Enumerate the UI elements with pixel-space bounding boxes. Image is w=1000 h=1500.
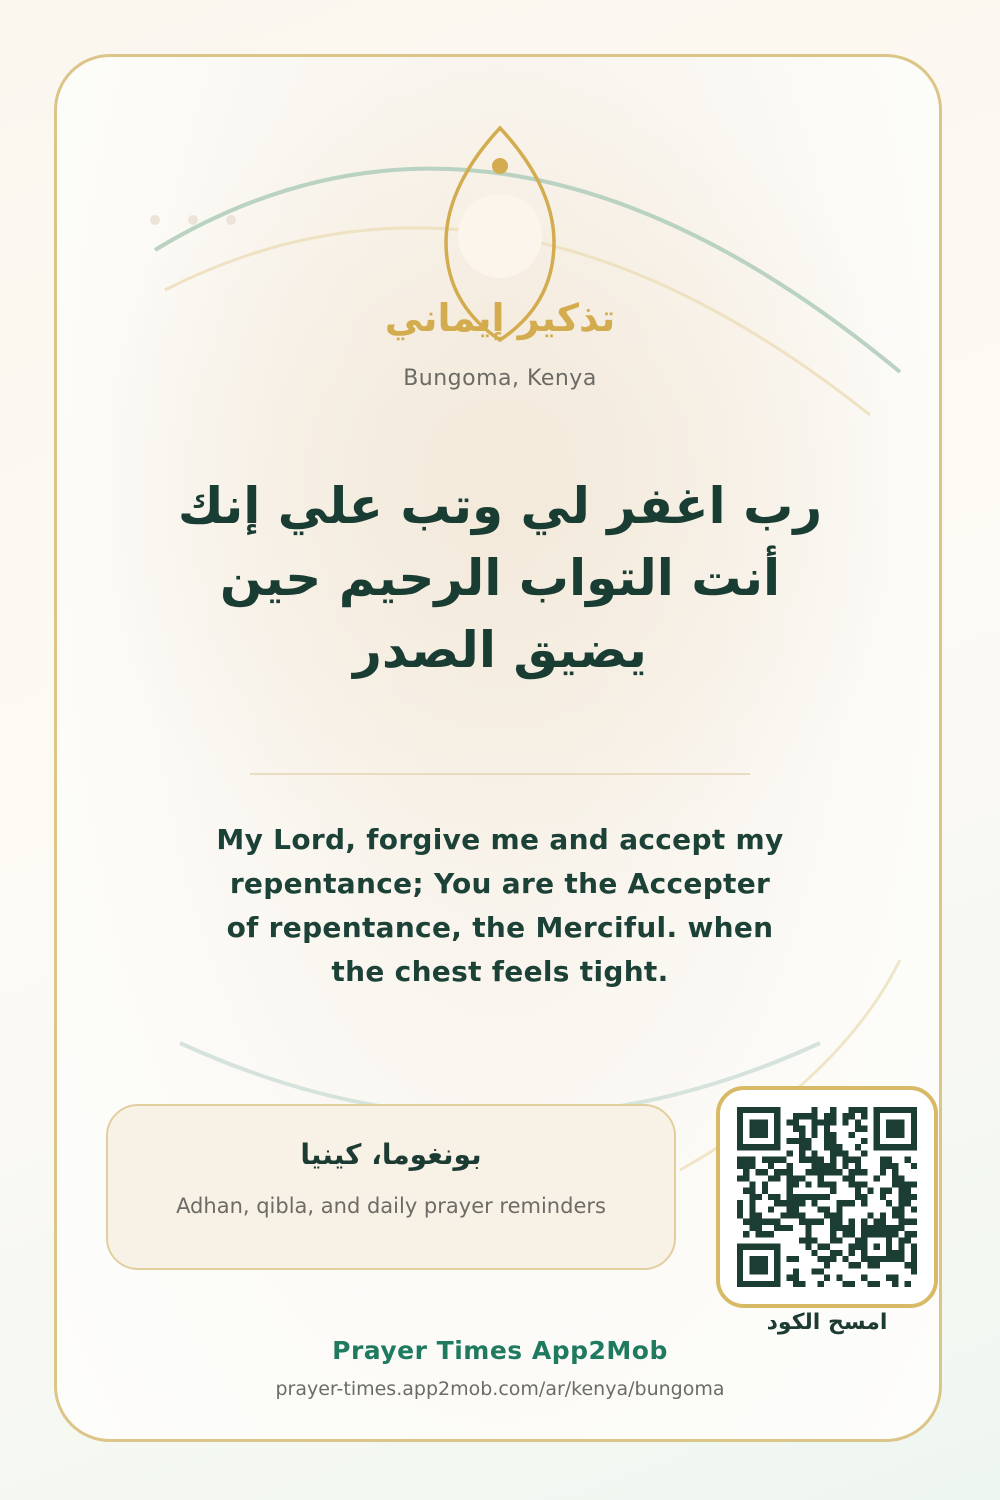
dua-arabic-line: يضيق الصدر	[353, 621, 647, 679]
emblem-inner-circle	[458, 194, 542, 278]
qr-code[interactable]	[716, 1086, 938, 1308]
dua-translation-line: the chest feels tight.	[331, 955, 669, 988]
app-name: Prayer Times App2Mob	[332, 1336, 668, 1365]
qr-code-icon	[737, 1107, 917, 1287]
dua-arabic-line: أنت التواب الرحيم حين	[219, 549, 781, 607]
divider	[250, 773, 750, 775]
brand-title: تذكير إيماني	[384, 296, 616, 340]
dot	[150, 215, 160, 225]
dua-translation-line: of repentance, the Merciful. when	[226, 911, 774, 944]
dua-arabic	[0, 470, 1000, 686]
dot	[188, 215, 198, 225]
dua-arabic-line: رب اغفر لي وتب علي إنك	[177, 477, 823, 535]
info-box-subtitle: Adhan, qibla, and daily prayer reminders	[176, 1194, 606, 1218]
qr-label: امسح الكود	[766, 1310, 888, 1335]
dua-translation	[150, 818, 850, 994]
location-label: Bungoma, Kenya	[403, 366, 597, 391]
dot	[226, 215, 236, 225]
info-box	[106, 1104, 676, 1270]
app-url-link[interactable]: prayer-times.app2mob.com/ar/kenya/bungoma	[275, 1378, 725, 1400]
info-box-title: بونغوما، كينيا	[300, 1138, 482, 1171]
emblem-dot	[492, 158, 508, 174]
dua-translation-line: My Lord, forgive me and accept my	[216, 823, 784, 856]
dua-translation-line: repentance; You are the Accepter	[229, 867, 771, 900]
